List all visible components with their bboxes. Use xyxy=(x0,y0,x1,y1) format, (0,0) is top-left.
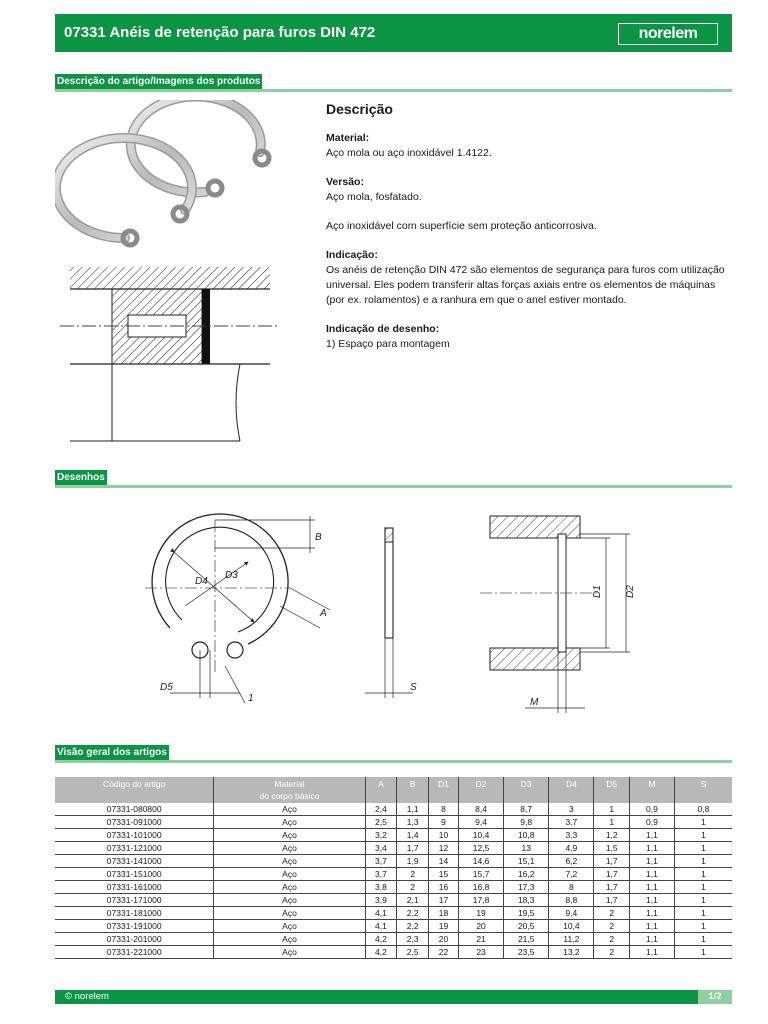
label-d1: D1 xyxy=(592,585,603,598)
table-cell: 11,2 xyxy=(549,933,594,946)
section-description-images xyxy=(55,74,732,90)
table-cell: 9,8 xyxy=(504,816,549,829)
table-cell: 8 xyxy=(429,803,459,816)
table-cell: 12 xyxy=(429,842,459,855)
table-cell: 07331-141000 xyxy=(55,855,214,868)
col-header-a: A xyxy=(365,777,397,803)
section-title: Desenhos xyxy=(55,470,107,486)
table-cell: 2 xyxy=(594,946,630,959)
table-row xyxy=(55,881,732,894)
table-cell: 1,9 xyxy=(397,855,429,868)
table-cell: 4,1 xyxy=(365,907,397,920)
table-cell: 1,1 xyxy=(630,946,675,959)
table-cell: 20 xyxy=(458,920,503,933)
table-cell: 14 xyxy=(429,855,459,868)
table-cell: 2,5 xyxy=(397,946,429,959)
technical-drawings xyxy=(130,498,660,726)
article-table xyxy=(55,777,732,959)
indication-label: Indicação: xyxy=(326,249,378,261)
table-cell: 15 xyxy=(429,868,459,881)
section-divider xyxy=(55,89,732,92)
table-cell: Aço xyxy=(214,881,365,894)
material-text: Aço mola ou aço inoxidável 1.4122. xyxy=(326,147,492,159)
table-cell: 07331-121000 xyxy=(55,842,214,855)
indication-text: Os anéis de retenção DIN 472 são elementos de segurança para furos com utilização universal. Eles podem transferir altas forças axiais entre os elementos de máquinas (por ex. rolamentos) e a ranhura em que o anel estiver montado. xyxy=(326,264,725,306)
table-cell: 4,1 xyxy=(365,920,397,933)
label-1: 1 xyxy=(248,693,254,704)
table-cell: 07331-181000 xyxy=(55,907,214,920)
table-cell: 10,4 xyxy=(549,920,594,933)
table-cell: 22 xyxy=(429,946,459,959)
table-cell: 07331-201000 xyxy=(55,933,214,946)
ring-front-view xyxy=(145,514,330,703)
table-row xyxy=(55,933,732,946)
table-cell: 2,4 xyxy=(365,803,397,816)
drawing-note-label: Indicação de desenho: xyxy=(326,323,440,335)
col-header-d2: D2 xyxy=(458,777,503,803)
label-d2: D2 xyxy=(625,585,636,598)
table-cell: 16,8 xyxy=(458,881,503,894)
table-cell: 1,1 xyxy=(630,855,675,868)
label-b: B xyxy=(315,532,322,543)
drawing-note-text: 1) Espaço para montagem xyxy=(326,338,450,350)
table-cell: 2,3 xyxy=(397,933,429,946)
table-cell: 1,1 xyxy=(630,881,675,894)
table-cell: Aço xyxy=(214,946,365,959)
table-cell: Aço xyxy=(214,933,365,946)
table-cell: 8,7 xyxy=(504,803,549,816)
table-cell: 1,7 xyxy=(594,881,630,894)
table-cell: 2,1 xyxy=(397,894,429,907)
table-cell: 3,7 xyxy=(549,816,594,829)
table-cell: 07331-101000 xyxy=(55,829,214,842)
col-header-material xyxy=(214,777,365,803)
footer-copyright: © norelem xyxy=(65,991,109,1002)
table-cell: 0,9 xyxy=(630,816,675,829)
table-cell: 0,8 xyxy=(674,803,732,816)
table-cell: 1,5 xyxy=(594,842,630,855)
table-cell: 8 xyxy=(549,881,594,894)
label-d4: D4 xyxy=(195,576,208,587)
table-cell: 19 xyxy=(429,920,459,933)
table-cell: 17,8 xyxy=(458,894,503,907)
table-cell: 1 xyxy=(674,842,732,855)
bore-section-view xyxy=(480,516,630,713)
table-cell: 1,1 xyxy=(630,868,675,881)
table-cell: Aço xyxy=(214,907,365,920)
table-cell: 14,6 xyxy=(458,855,503,868)
table-cell: 1,3 xyxy=(397,816,429,829)
table-cell: 7,2 xyxy=(549,868,594,881)
table-cell: 10,4 xyxy=(458,829,503,842)
table-cell: 17 xyxy=(429,894,459,907)
table-cell: 16,2 xyxy=(504,868,549,881)
col-header-d1: D1 xyxy=(429,777,459,803)
table-cell: 13 xyxy=(504,842,549,855)
table-cell: 1,1 xyxy=(397,803,429,816)
table-cell: 13,2 xyxy=(549,946,594,959)
table-cell: 1,1 xyxy=(630,920,675,933)
table-cell: 4,2 xyxy=(365,933,397,946)
table-cell: 2 xyxy=(397,881,429,894)
table-cell: 2 xyxy=(594,920,630,933)
col-header-d5: D5 xyxy=(594,777,630,803)
section-drawings xyxy=(55,470,732,486)
table-cell: Aço xyxy=(214,855,365,868)
table-cell: 2 xyxy=(397,868,429,881)
table-cell: Aço xyxy=(214,842,365,855)
table-cell: 18,3 xyxy=(504,894,549,907)
table-cell: 07331-221000 xyxy=(55,946,214,959)
table-cell: 2,2 xyxy=(397,907,429,920)
table-cell: 3,7 xyxy=(365,855,397,868)
label-a: A xyxy=(320,608,327,619)
table-cell: 1 xyxy=(674,881,732,894)
col-header-b: B xyxy=(397,777,429,803)
table-cell: 1 xyxy=(594,803,630,816)
table-cell: 1,4 xyxy=(397,829,429,842)
material-label: Material: xyxy=(326,132,370,144)
label-d3: D3 xyxy=(225,570,238,581)
footer-bar xyxy=(55,990,732,1004)
table-cell: 1,1 xyxy=(630,907,675,920)
table-cell: 1,7 xyxy=(397,842,429,855)
col-header-d4: D4 xyxy=(549,777,594,803)
table-cell: 07331-091000 xyxy=(55,816,214,829)
table-row xyxy=(55,842,732,855)
table-cell: 19,5 xyxy=(504,907,549,920)
table-cell: 07331-171000 xyxy=(55,894,214,907)
section-divider xyxy=(55,760,732,763)
table-cell: Aço xyxy=(214,868,365,881)
table-cell: 16 xyxy=(429,881,459,894)
table-cell: Aço xyxy=(214,920,365,933)
table-header-row xyxy=(55,777,732,803)
table-cell: 1,2 xyxy=(594,829,630,842)
table-cell: 9,4 xyxy=(549,907,594,920)
table-cell: 8,8 xyxy=(549,894,594,907)
table-cell: 1,1 xyxy=(630,842,675,855)
table-cell: 2 xyxy=(594,907,630,920)
table-cell: 18 xyxy=(429,907,459,920)
col-header-code: Código do artigo xyxy=(55,777,214,803)
col-header-material-line2: do corpo básico xyxy=(259,791,320,801)
table-cell: 20 xyxy=(429,933,459,946)
page-number: 1/2 xyxy=(698,990,732,1004)
col-header-m: M xyxy=(630,777,675,803)
table-cell: 20,5 xyxy=(504,920,549,933)
table-cell: 3,8 xyxy=(365,881,397,894)
section-title: Visão geral dos artigos xyxy=(55,745,169,761)
description-block xyxy=(326,102,736,352)
table-cell: 1 xyxy=(674,946,732,959)
table-cell: 1 xyxy=(594,816,630,829)
table-cell: Aço xyxy=(214,829,365,842)
table-row xyxy=(55,868,732,881)
table-cell: 2,2 xyxy=(397,920,429,933)
table-cell: 2 xyxy=(594,933,630,946)
table-cell: 9,4 xyxy=(458,816,503,829)
table-cell: 1 xyxy=(674,855,732,868)
table-cell: 1 xyxy=(674,907,732,920)
ring-side-view xyxy=(365,528,413,698)
table-cell: 3,3 xyxy=(549,829,594,842)
table-cell: 9 xyxy=(429,816,459,829)
table-cell: 3,4 xyxy=(365,842,397,855)
table-cell: 0,9 xyxy=(630,803,675,816)
col-header-d3: D3 xyxy=(504,777,549,803)
table-cell: 07331-080800 xyxy=(55,803,214,816)
table-cell: 1,1 xyxy=(630,933,675,946)
table-cell: 07331-161000 xyxy=(55,881,214,894)
table-cell: Aço xyxy=(214,816,365,829)
table-cell: 1,1 xyxy=(630,829,675,842)
table-cell: 15,7 xyxy=(458,868,503,881)
norelem-logo: norelem xyxy=(618,23,718,45)
section-title: Descrição do artigo/Imagens dos produtos xyxy=(55,74,262,90)
table-cell: Aço xyxy=(214,803,365,816)
table-cell: 17,3 xyxy=(504,881,549,894)
table-cell: 3 xyxy=(549,803,594,816)
table-row xyxy=(55,946,732,959)
table-cell: 21,5 xyxy=(504,933,549,946)
table-cell: 1 xyxy=(674,933,732,946)
table-cell: 23,5 xyxy=(504,946,549,959)
version-text: Aço mola, fosfatado. xyxy=(326,191,422,203)
table-row xyxy=(55,855,732,868)
col-header-material-line1: Material xyxy=(274,779,305,789)
table-row xyxy=(55,803,732,816)
table-cell: 3,2 xyxy=(365,829,397,842)
table-cell: 3,7 xyxy=(365,868,397,881)
col-header-s: S xyxy=(674,777,732,803)
table-cell: Aço xyxy=(214,894,365,907)
table-body xyxy=(55,803,732,959)
table-cell: 1 xyxy=(674,816,732,829)
version-text-stainless: Aço inoxidável com superfície sem proteção anticorrosiva. xyxy=(326,220,597,232)
table-cell: 1 xyxy=(674,868,732,881)
table-cell: 21 xyxy=(458,933,503,946)
table-cell: 10 xyxy=(429,829,459,842)
table-cell: 1 xyxy=(674,894,732,907)
header-bar xyxy=(55,14,732,52)
table-cell: 1,1 xyxy=(630,894,675,907)
page-title: 07331 Anéis de retenção para furos DIN 472 xyxy=(64,24,376,41)
table-cell: 1,7 xyxy=(594,894,630,907)
table-cell: 6,2 xyxy=(549,855,594,868)
table-cell: 1,7 xyxy=(594,868,630,881)
table-cell: 15,1 xyxy=(504,855,549,868)
table-cell: 1,7 xyxy=(594,855,630,868)
section-divider xyxy=(55,485,732,488)
table-cell: 10,8 xyxy=(504,829,549,842)
installation-section-drawing xyxy=(60,255,280,445)
table-cell: 12,5 xyxy=(458,842,503,855)
table-cell: 4,2 xyxy=(365,946,397,959)
label-d5: D5 xyxy=(160,682,173,693)
table-row xyxy=(55,894,732,907)
table-cell: 19 xyxy=(458,907,503,920)
product-image xyxy=(55,100,285,260)
table-cell: 07331-191000 xyxy=(55,920,214,933)
label-m: M xyxy=(530,697,539,708)
table-cell: 8,4 xyxy=(458,803,503,816)
label-s: S xyxy=(410,682,417,693)
table-cell: 1 xyxy=(674,829,732,842)
table-cell: 1 xyxy=(674,920,732,933)
table-cell: 07331-151000 xyxy=(55,868,214,881)
table-row xyxy=(55,816,732,829)
version-label: Versão: xyxy=(326,176,364,188)
table-cell: 23 xyxy=(458,946,503,959)
description-title: Descrição xyxy=(326,101,393,117)
table-cell: 3,9 xyxy=(365,894,397,907)
table-row xyxy=(55,829,732,842)
section-overview xyxy=(55,745,732,761)
table-cell: 2,5 xyxy=(365,816,397,829)
table-row xyxy=(55,920,732,933)
table-row xyxy=(55,907,732,920)
table-cell: 4,9 xyxy=(549,842,594,855)
